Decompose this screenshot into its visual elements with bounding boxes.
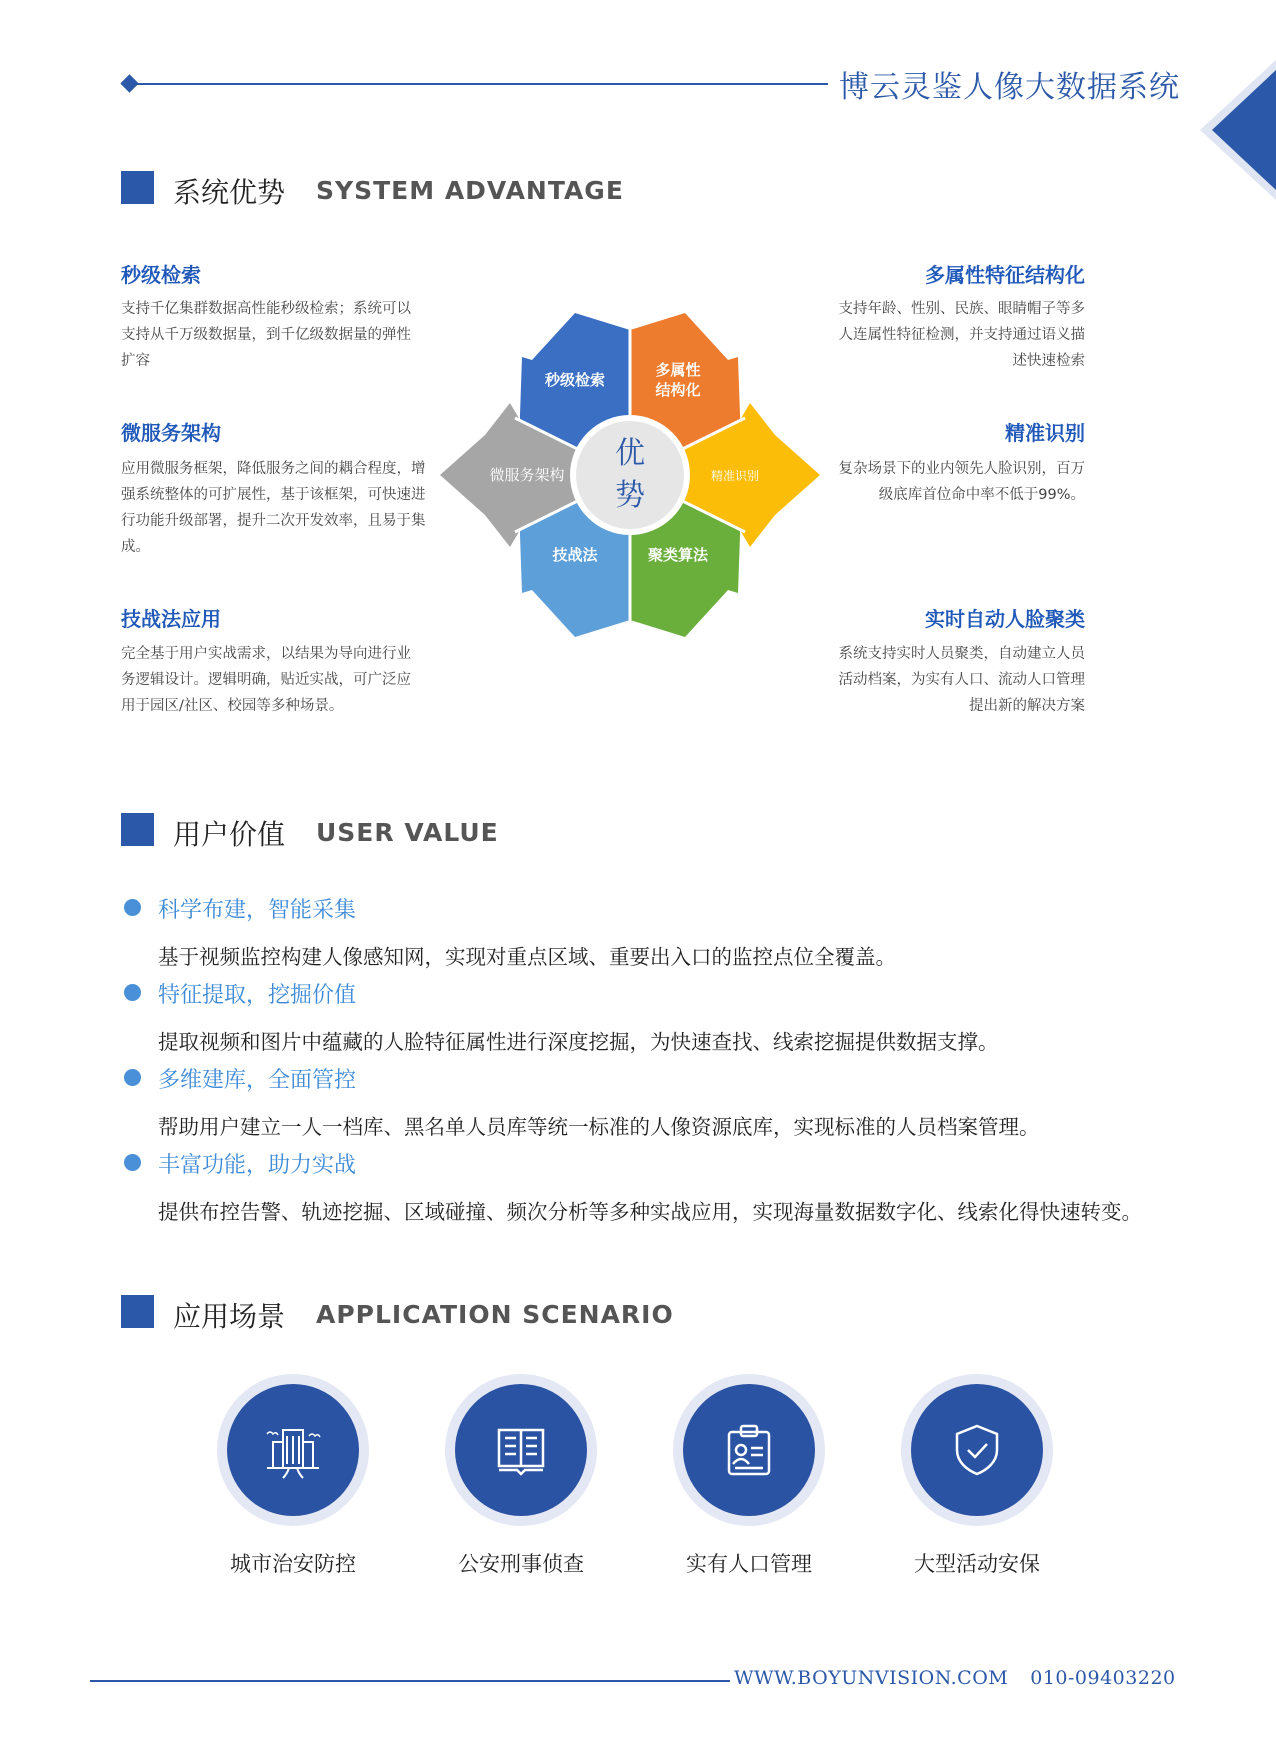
petal-label-jingzhun: 精准识别 — [710, 469, 760, 483]
footer-contact — [734, 1667, 1176, 1689]
scenario-label-3: 实有人口管理 — [686, 1552, 812, 1576]
center-label-top: 优 — [615, 436, 645, 471]
value-title-4: 丰富功能，助力实战 — [158, 1153, 357, 1178]
section-title-advantage: 系统优势 — [173, 176, 286, 209]
bullet-dot-icon — [124, 984, 141, 1001]
section-marker — [121, 171, 154, 204]
section-title-value: 用户价值 — [173, 818, 286, 851]
value-text-1: 基于视频监控构建人像感知网，实现对重点区域、重要出入口的监控点位全覆盖。 — [158, 945, 896, 969]
advantage-title-3: 技战法应用 — [121, 607, 221, 631]
value-text-3: 帮助用户建立一人一档库、黑名单人员库等统一标准的人像资源底库，实现标准的人员档案管理。 — [158, 1115, 1040, 1139]
value-text-2: 提取视频和图片中蕴藏的人脸特征属性进行深度挖掘，为快速查找、线索挖掘提供数据支撑。 — [158, 1030, 999, 1054]
petal-label-duoshuxing-1: 多属性 — [655, 361, 701, 379]
document-title: 博云灵鉴人像大数据系统 — [839, 70, 1180, 105]
value-title-2: 特征提取，挖掘价值 — [158, 983, 357, 1008]
value-text-4: 提供布控告警、轨迹挖掘、区域碰撞、频次分析等多种实战应用，实现海量数据数字化、线索化得快速转变。 — [158, 1200, 1142, 1224]
section-subtitle-scenario: APPLICATION SCENARIO — [316, 1300, 674, 1329]
center-label-bottom: 势 — [615, 478, 645, 513]
scenario-event-security — [901, 1374, 1053, 1526]
scenario-label-4: 大型活动安保 — [914, 1552, 1040, 1576]
petal-label-weifuwu: 微服务架构 — [489, 466, 565, 484]
scenario-label-1: 城市治安防控 — [230, 1552, 356, 1576]
advantage-desc-6: 系统支持实时人员聚类，自动建立人员活动档案，为实有人口、流动人口管理提出新的解决方案 — [838, 646, 1085, 714]
header-rule — [128, 83, 828, 85]
value-title-3: 多维建库，全面管控 — [158, 1068, 357, 1093]
section-subtitle-advantage: SYSTEM ADVANTAGE — [316, 176, 624, 205]
section-subtitle-value: USER VALUE — [316, 818, 499, 847]
shield-check-icon — [947, 1420, 1007, 1480]
section-marker — [121, 1295, 154, 1328]
petal-label-miaoji: 秒级检索 — [544, 371, 606, 389]
section-marker — [121, 813, 154, 846]
footer-phone: 010-09403220 — [1030, 1667, 1176, 1689]
advantage-desc-4: 支持年龄、性别、民族、眼睛帽子等多人连属性特征检测，并支持通过语义描述快速检索 — [838, 301, 1085, 369]
scenario-criminal-investigation — [445, 1374, 597, 1526]
open-book-icon — [491, 1420, 551, 1480]
bullet-dot-icon — [124, 1069, 141, 1086]
scenario-label-2: 公安刑事侦查 — [458, 1552, 584, 1576]
advantage-desc-1: 支持千亿集群数据高性能秒级检索；系统可以支持从千万级数据量，到千亿级数据量的弹性扩容 — [121, 301, 411, 369]
scenario-population-management — [673, 1374, 825, 1526]
section-title-scenario: 应用场景 — [173, 1300, 286, 1333]
advantage-title-4: 多属性特征结构化 — [925, 263, 1085, 287]
advantage-title-1: 秒级检索 — [121, 263, 201, 287]
footer-website[interactable]: WWW.BOYUNVISION.COM — [734, 1667, 1009, 1689]
advantage-title-6: 实时自动人脸聚类 — [925, 607, 1085, 631]
city-buildings-icon — [263, 1420, 323, 1480]
petal-label-julei: 聚类算法 — [647, 546, 709, 564]
value-title-1: 科学布建，智能采集 — [158, 898, 357, 923]
footer-rule — [90, 1680, 730, 1682]
bullet-dot-icon — [124, 899, 141, 916]
advantage-diagram — [430, 300, 830, 650]
advantage-title-2: 微服务架构 — [121, 421, 221, 445]
petal-label-duoshuxing-2: 结构化 — [655, 381, 701, 399]
petal-label-jizhanfa: 技战法 — [552, 546, 598, 564]
advantage-desc-2: 应用微服务框架，降低服务之间的耦合程度，增强系统整体的可扩展性，基于该框架，可快速进行功能升级部署，提升二次开发效率，且易于集成。 — [121, 461, 426, 555]
scenario-city-security — [217, 1374, 369, 1526]
clipboard-id-icon — [719, 1420, 779, 1480]
corner-triangle-icon — [1196, 60, 1276, 200]
advantage-desc-5: 复杂场景下的业内领先人脸识别，百万级底库首位命中率不低于99%。 — [838, 461, 1085, 503]
advantage-title-5: 精准识别 — [1005, 421, 1085, 445]
bullet-dot-icon — [124, 1154, 141, 1171]
advantage-desc-3: 完全基于用户实战需求，以结果为导向进行业务逻辑设计。逻辑明确，贴近实战，可广泛应用于园区/社区、校园等多种场景。 — [121, 646, 411, 714]
header-diamond-icon — [120, 74, 138, 92]
